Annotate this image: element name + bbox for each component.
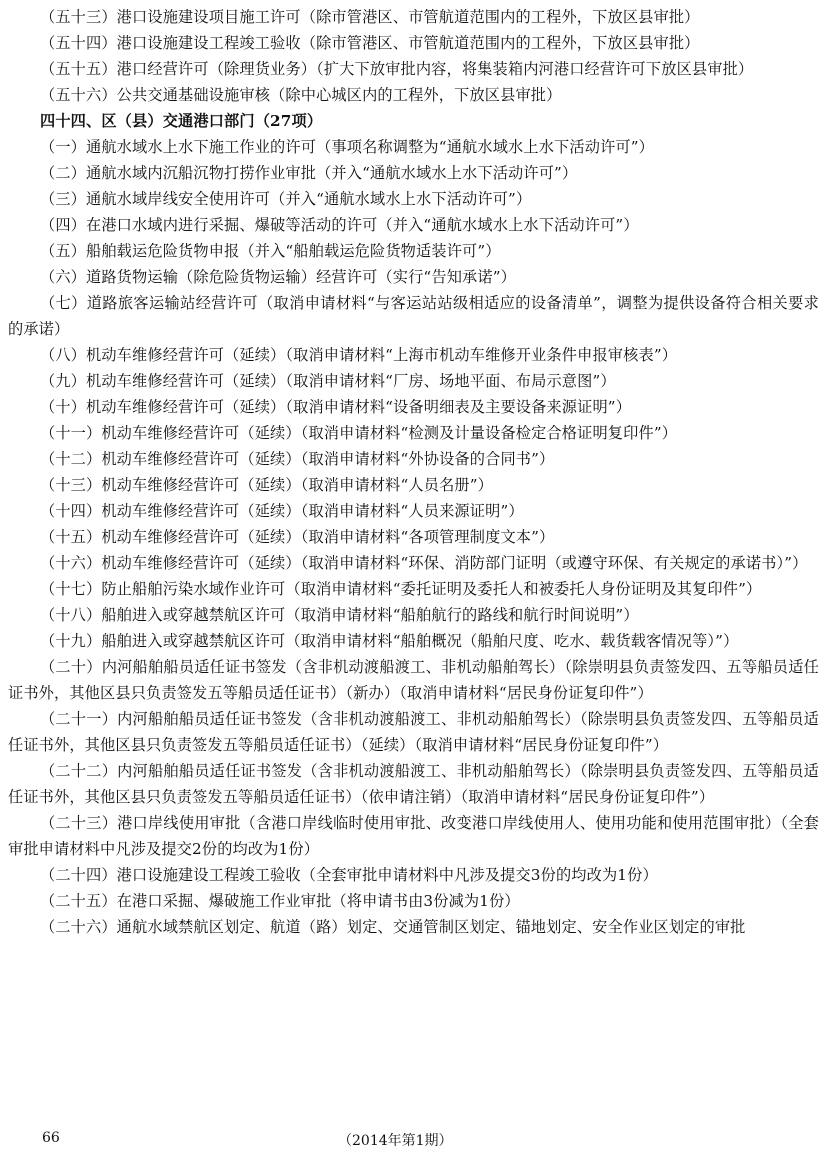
paragraph-item-12: （十二）机动车维修经营许可（延续）（取消申请材料“外协设备的合同书”） (40, 450, 555, 468)
paragraph-item-56: （五十六）公共交通基础设施审核（除中心城区内的工程外，下放区县审批） (40, 86, 562, 104)
paragraph-item-18: （十八）船舶进入或穿越禁航区许可（取消申请材料“船舶航行的路线和航行时间说明”） (40, 606, 639, 624)
paragraph-item-2: （二）通航水域内沉船沉物打捞作业审批（并入“通航水域水上水下活动许可”） (40, 164, 578, 182)
issue-label: （2014年第1期） (338, 1133, 453, 1149)
section-heading-44: 四十四、区（县）交通港口部门（27项） (40, 112, 323, 130)
paragraph-item-17: （十七）防止船舶污染水域作业许可（取消申请材料“委托证明及委托人和被委托人身份证明及其复印件”） (40, 580, 762, 598)
document-body (8, 4, 819, 940)
paragraph-item-3: （三）通航水域岸线安全使用许可（并入“通航水域水上水下活动许可”） (40, 190, 532, 208)
paragraph-item-1: （一）通航水域水上水下施工作业的许可（事项名称调整为“通航水域水上水下活动许可”） (40, 138, 654, 156)
paragraph-item-21: （二十一）内河船舶船员适任证书签发（含非机动渡船渡工、非机动船舶驾长）（除崇明县负责签发四、五等船员适任证书外，其他区县只负责签发五等船员适任证书）（延续）（取消申请材料“居民身份证复印件”） (8, 710, 819, 754)
paragraph-item-15: （十五）机动车维修经营许可（延续）（取消申请材料“各项管理制度文本”） (40, 528, 555, 546)
page-number: 66 (42, 1130, 60, 1146)
paragraph-item-7: （七）道路旅客运输站经营许可（取消申请材料“与客运站站级相适应的设备清单”，调整为提供设备符合相关要求的承诺） (8, 294, 819, 338)
paragraph-item-19: （十九）船舶进入或穿越禁航区许可（取消申请材料“船舶概况（船舶尺度、吃水、载货载客情况等）”） (40, 632, 739, 650)
paragraph-item-5: （五）船舶载运危险货物申报（并入“船舶载运危险货物适装许可”） (40, 242, 501, 260)
paragraph-item-25: （二十五）在港口采掘、爆破施工作业审批（将申请书由3份减为1份） (40, 892, 520, 910)
paragraph-item-22: （二十二）内河船舶船员适任证书签发（含非机动渡船渡工、非机动船舶驾长）（除崇明县负责签发四、五等船员适任证书外，其他区县只负责签发五等船员适任证书）（依申请注销）（取消申请材料“居民身份证复印件”） (8, 762, 819, 806)
paragraph-item-14: （十四）机动车维修经营许可（延续）（取消申请材料“人员来源证明”） (40, 502, 524, 520)
page-footer (0, 1130, 827, 1152)
paragraph-item-13: （十三）机动车维修经营许可（延续）（取消申请材料“人员名册”） (40, 476, 494, 494)
paragraph-item-11: （十一）机动车维修经营许可（延续）（取消申请材料“检测及计量设备检定合格证明复印件”） (40, 424, 678, 442)
paragraph-item-10: （十）机动车维修经营许可（延续）（取消申请材料“设备明细表及主要设备来源证明”） (40, 398, 632, 416)
paragraph-item-4: （四）在港口水域内进行采掘、爆破等活动的许可（并入“通航水域水上水下活动许可”） (40, 216, 639, 234)
paragraph-item-24: （二十四）港口设施建设工程竣工验收（全套审批申请材料中凡涉及提交3份的均改为1份） (40, 866, 658, 884)
paragraph-item-53: （五十三）港口设施建设项目施工许可（除市管港区、市管航道范围内的工程外，下放区县审批） (40, 8, 700, 26)
paragraph-item-8: （八）机动车维修经营许可（延续）（取消申请材料“上海市机动车维修开业条件申报审核表”） (40, 346, 678, 364)
paragraph-item-54: （五十四）港口设施建设工程竣工验收（除市管港区、市管航道范围内的工程外，下放区县审批） (40, 34, 700, 52)
paragraph-item-23: （二十三）港口岸线使用审批（含港口岸线临时使用审批、改变港口岸线使用人、使用功能和使用范围审批）（全套审批申请材料中凡涉及提交2份的均改为1份） (8, 814, 819, 858)
paragraph-item-6: （六）道路货物运输（除危险货物运输）经营许可（实行“告知承诺”） (40, 268, 516, 286)
paragraph-item-9: （九）机动车维修经营许可（延续）（取消申请材料“厂房、场地平面、布局示意图”） (40, 372, 616, 390)
paragraph-item-20: （二十）内河船舶船员适任证书签发（含非机动渡船渡工、非机动船舶驾长）（除崇明县负责签发四、五等船员适任证书外，其他区县只负责签发五等船员适任证书）（新办）（取消申请材料“居民身份证复印件”） (8, 658, 819, 702)
paragraph-item-55: （五十五）港口经营许可（除理货业务）（扩大下放审批内容，将集装箱内河港口经营许可下放区县审批） (40, 60, 754, 78)
paragraph-item-26: （二十六）通航水域禁航区划定、航道（路）划定、交通管制区划定、锚地划定、安全作业区划定的审批 (40, 918, 746, 936)
paragraph-item-16: （十六）机动车维修经营许可（延续）（取消申请材料“环保、消防部门证明（或遵守环保、有关规定的承诺书）”） (40, 554, 808, 572)
